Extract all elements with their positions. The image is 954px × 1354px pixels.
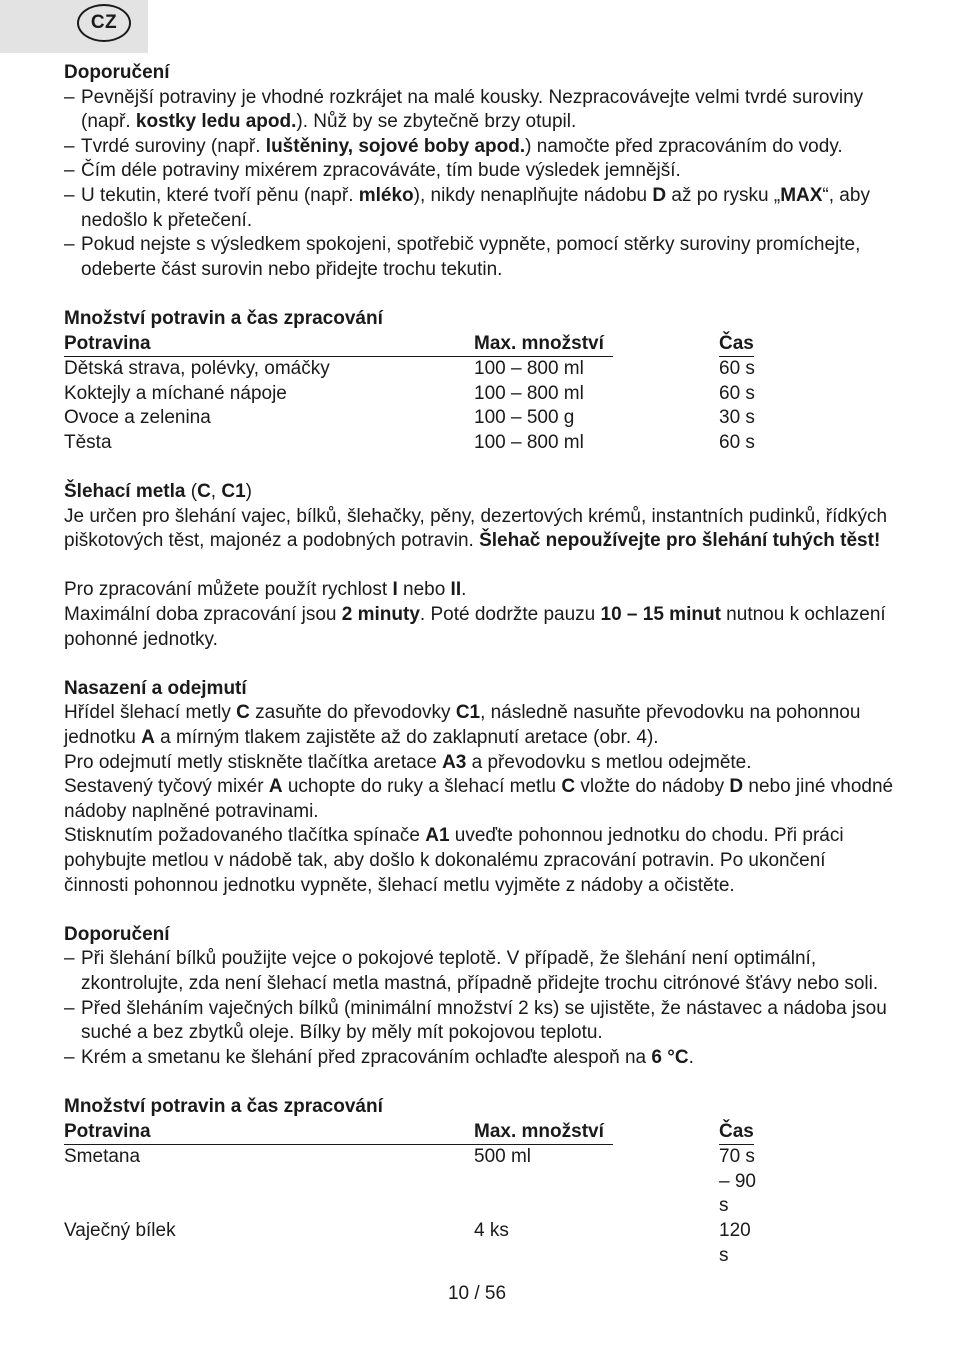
quantity-table-2	[64, 1095, 894, 1268]
column-header: Max. množství	[474, 332, 613, 358]
bold-text: C1	[221, 481, 246, 503]
table-cell: Vaječný bílek	[64, 1219, 176, 1241]
list-item	[64, 1046, 894, 1071]
text-run: Čím déle potraviny mixérem zpracováváte, tím bude výsledek jemnější.	[81, 160, 681, 182]
column-header: Čas	[719, 1120, 754, 1146]
text-run: Před šleháním vaječných bílků (minimální množství 2 ks) se ujistěte, že nástavec a nádoba jsou suché a bez zbytků oleje. Bílky by měly mít pokojovou teplotu.	[81, 997, 887, 1044]
text-run: Stisknutím požadovaného tlačítka spínače	[64, 825, 426, 847]
table-cell: Ovoce a zelenina	[64, 407, 211, 429]
table-header-row	[64, 332, 758, 358]
table-row	[64, 406, 758, 431]
speed-section	[64, 578, 894, 652]
text-run: Maximální doba zpracování jsou	[64, 604, 342, 626]
text-run: . Poté dodržte pauzu	[419, 604, 601, 626]
list-item	[64, 947, 894, 996]
table	[64, 1120, 758, 1269]
table-cell: 100 – 800 ml	[474, 358, 584, 380]
section-heading	[64, 480, 894, 505]
quantity-table-1	[64, 307, 894, 456]
table-row	[64, 431, 758, 456]
table-cell: 4 ks	[474, 1219, 509, 1241]
bold-text: Šlehací metla	[64, 481, 186, 503]
table-cell: 60 s	[719, 358, 755, 380]
bold-text: A3	[442, 751, 467, 773]
recommendation-list	[64, 86, 894, 283]
page-number: 10 / 56	[447, 1283, 507, 1304]
text-run: až po rysku „	[666, 184, 781, 206]
bold-text: MAX	[780, 184, 823, 206]
section-heading: Doporučení	[64, 62, 170, 83]
table-title: Množství potravin a čas zpracování	[64, 307, 383, 329]
table-title: Množství potravin a čas zpracování	[64, 1095, 383, 1117]
text-run: )	[245, 481, 252, 503]
text-run: Je určen pro šlehání vajec, bílků, šlehačky, pěny, dezertových krémů, instantních pudinků, řídkých piškotových těst, majonéz a podobných potravin.	[64, 505, 888, 552]
whisk-description	[64, 505, 894, 554]
bold-text: A	[268, 776, 283, 798]
table	[64, 332, 758, 456]
bold-text: Šlehač nepoužívejte pro šlehání tuhých těst!	[479, 530, 881, 552]
text-run: a mírným tlakem zajistěte až do zaklapnutí aretace (obr. 4).	[154, 727, 659, 749]
bold-text: 6 °C	[651, 1046, 689, 1068]
text-run: nebo jiné vhodné nádoby naplněné potravinami.	[64, 776, 894, 822]
recommendations-section-1	[64, 61, 894, 282]
bold-text: C	[236, 702, 250, 724]
column-header: Potravina	[64, 332, 474, 358]
section-heading: Doporučení	[64, 923, 170, 945]
text-run: Sestavený tyčový mixér	[64, 776, 269, 798]
column-header: Čas	[719, 332, 754, 358]
column-header: Potravina	[64, 1120, 474, 1146]
paragraph	[64, 701, 894, 750]
text-run: zasuňte do převodovky	[249, 702, 456, 724]
list-item	[64, 159, 894, 184]
list-item	[64, 233, 894, 282]
table-row	[64, 357, 758, 382]
text-run: .	[461, 579, 467, 601]
table-cell: 500 ml	[474, 1146, 532, 1168]
text-run: vložte do nádoby	[575, 776, 730, 798]
table-cell: Těsta	[64, 431, 112, 453]
paragraph	[64, 751, 894, 776]
bold-text: C1	[455, 702, 481, 724]
table-cell: Dětská strava, polévky, omáčky	[64, 358, 330, 380]
language-tab	[0, 0, 148, 53]
bold-text: I	[392, 579, 398, 601]
text-run: ). Nůž by se zbytečně brzy otupil.	[296, 111, 577, 133]
paragraph	[64, 824, 894, 898]
paragraph	[64, 775, 894, 824]
text-run: Krém a smetanu ke šlehání před zpracováním ochlaďte alespoň na	[81, 1046, 652, 1068]
section-heading: Nasazení a odejmutí	[64, 677, 247, 699]
table-cell: Koktejly a míchané nápoje	[64, 382, 287, 404]
whisk-section	[64, 480, 894, 554]
list-item	[64, 184, 894, 233]
bold-text: kostky ledu apod.	[135, 111, 297, 133]
recommendation-list	[64, 947, 894, 1070]
list-item	[64, 135, 894, 160]
table-row	[64, 1219, 758, 1268]
bold-text: C	[197, 481, 211, 503]
text-run: “, aby nedošlo k přetečení.	[81, 184, 870, 231]
bold-text: II	[450, 579, 462, 601]
text-run: Pevnější potraviny je vhodné rozkrájet na malé kousky. Nezpracovávejte velmi tvrdé suroviny (např.	[81, 86, 864, 133]
table-cell: 70 s – 90 s	[719, 1146, 756, 1217]
language-badge: CZ	[77, 4, 131, 42]
table-cell: 100 – 500 g	[474, 407, 575, 429]
text-run: nebo	[397, 579, 451, 601]
table-cell: 60 s	[719, 382, 755, 404]
bold-text: A	[141, 727, 155, 749]
bold-text: luštěniny, sojové boby apod.	[265, 135, 526, 157]
text-run: Pro odejmutí metly stiskněte tlačítka aretace	[64, 751, 443, 773]
text-run: U tekutin, které tvoří pěnu (např.	[81, 184, 359, 206]
table-cell: 30 s	[719, 407, 755, 429]
table-row	[64, 1145, 758, 1219]
list-item	[64, 86, 894, 135]
table-cell: 120 s	[719, 1219, 751, 1266]
mounting-section	[64, 677, 894, 898]
table-row	[64, 382, 758, 407]
bold-text: D	[652, 184, 667, 206]
bold-text: D	[729, 776, 744, 798]
text-run: .	[688, 1046, 694, 1068]
bold-text: A1	[425, 825, 450, 847]
text-run: Hřídel šlehací metly	[64, 702, 237, 724]
table-header-row	[64, 1120, 758, 1146]
bold-text: C	[561, 776, 576, 798]
text-run: nutnou k ochlazení pohonné jednotky.	[64, 604, 886, 650]
list-item	[64, 997, 894, 1046]
text-run: Pro zpracování můžete použít rychlost	[64, 579, 393, 601]
duration-line	[64, 603, 894, 652]
text-run: , následně nasuňte převodovku na pohonnou jednotku	[64, 702, 861, 749]
recommendations-section-2	[64, 923, 894, 1071]
table-cell: 100 – 800 ml	[474, 431, 584, 453]
text-run: Tvrdé suroviny (např.	[81, 135, 266, 157]
mounting-paragraphs	[64, 701, 894, 898]
text-run: Při šlehání bílků použijte vejce o pokojové teplotě. V případě, že šlehání není optimální, zkontrolujte, zda není šlehací metla mastná, případně přidejte trochu citrónové šťávy nebo soli.	[81, 948, 879, 994]
text-run: ) namočte před zpracováním do vody.	[525, 135, 843, 157]
text-run: uchopte do ruky a šlehací metlu	[282, 776, 562, 798]
table-cell: 60 s	[719, 431, 755, 453]
speed-line	[64, 578, 894, 603]
text-run: ), nikdy nenaplňujte nádobu	[413, 184, 653, 206]
bold-text: mléko	[358, 184, 414, 206]
bold-text: 2 minuty	[341, 604, 420, 626]
text-run: Pokud nejste s výsledkem spokojeni, spotřebič vypněte, pomocí stěrky suroviny promíchejte, odeberte část surovin nebo přidejte trochu tekutin.	[81, 234, 861, 280]
bold-text: 10 – 15 minut	[600, 604, 721, 626]
column-header: Max. množství	[474, 1120, 613, 1146]
text-run: uveďte pohonnou jednotku do chodu. Při práci pohybujte metlou v nádobě tak, aby došlo k dokonalému zpracování potravin. Po ukončení činnosti pohonnou jednotku vypněte, šlehací metlu vyjměte z nádoby a očistěte.	[64, 825, 844, 896]
page-content	[64, 61, 894, 1293]
text-run: ,	[210, 481, 222, 503]
text-run: a převodovku s metlou odejměte.	[466, 751, 752, 773]
table-cell: 100 – 800 ml	[474, 382, 584, 404]
text-run: (	[185, 481, 198, 503]
table-cell: Smetana	[64, 1146, 141, 1168]
